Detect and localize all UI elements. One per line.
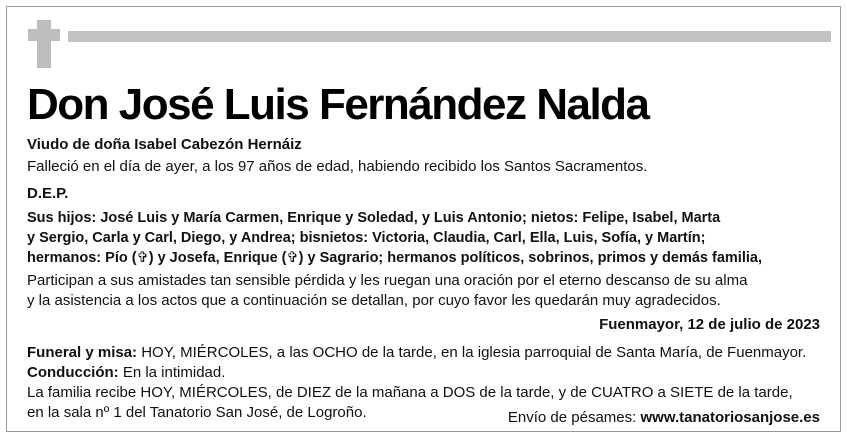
death-line: Falleció en el día de ayer, a los 97 años de edad, habiendo recibido los Santos Sacramentos. <box>27 158 648 175</box>
funeral-line <box>27 343 832 363</box>
obituary-card <box>6 6 841 432</box>
reception-line: La familia recibe HOY, MIÉRCOLES, de DIEZ de la mañana a DOS de la tarde, y de CUATRO a SIETE de la tarde, <box>27 384 793 401</box>
funeral-label: Funeral y misa: <box>27 344 138 361</box>
family-line: Sus hijos: José Luis y María Carmen, Enrique y Soledad, y Luis Antonio; nietos: Felipe, Isabel, Marta <box>27 210 721 226</box>
family-line: y Sergio, Carla y Carl, Diego, y Andrea; bisnietos: Victoria, Claudia, Carl, Ella, Luis, Sofía, y Martín; <box>27 230 706 246</box>
request-line: y la asistencia a los actos que a continuación se detallan, por cuyo favor les quedarán muy agradecidos. <box>27 292 721 309</box>
header-rule <box>68 31 831 42</box>
conduction-label: Conducción: <box>27 364 119 381</box>
cross-icon-bar <box>28 29 60 41</box>
condolences-label: Envío de pésames: <box>507 409 637 426</box>
place-date: Fuenmayor, 12 de julio de 2023 <box>599 316 820 333</box>
reception-line: en la sala nº 1 del Tanatorio San José, de Logroño. <box>27 404 367 421</box>
deceased-name: Don José Luis Fernández Nalda <box>27 80 649 129</box>
condolences-url[interactable]: www.tanatoriosanjose.es <box>640 409 820 426</box>
family-line: hermanos: Pío (✞) y Josefa, Enrique (✞) y Sagrario; hermanos políticos, sobrinos, primos y demás familia, <box>27 250 762 266</box>
condolences-line <box>508 409 820 426</box>
rip-line: D.E.P. <box>27 185 69 202</box>
conduction-text: En la intimidad. <box>122 364 226 381</box>
family-paragraph <box>27 208 832 268</box>
request-line: Participan a sus amistades tan sensible pérdida y les ruegan una oración por el eterno descanso de su alma <box>27 272 748 289</box>
cross-icon <box>37 20 51 68</box>
funeral-text: HOY, MIÉRCOLES, a las OCHO de la tarde, en la iglesia parroquial de Santa María, de Fuenmayor. <box>141 344 807 361</box>
conduction-line <box>27 363 832 383</box>
widow-line: Viudo de doña Isabel Cabezón Hernáiz <box>27 136 302 153</box>
